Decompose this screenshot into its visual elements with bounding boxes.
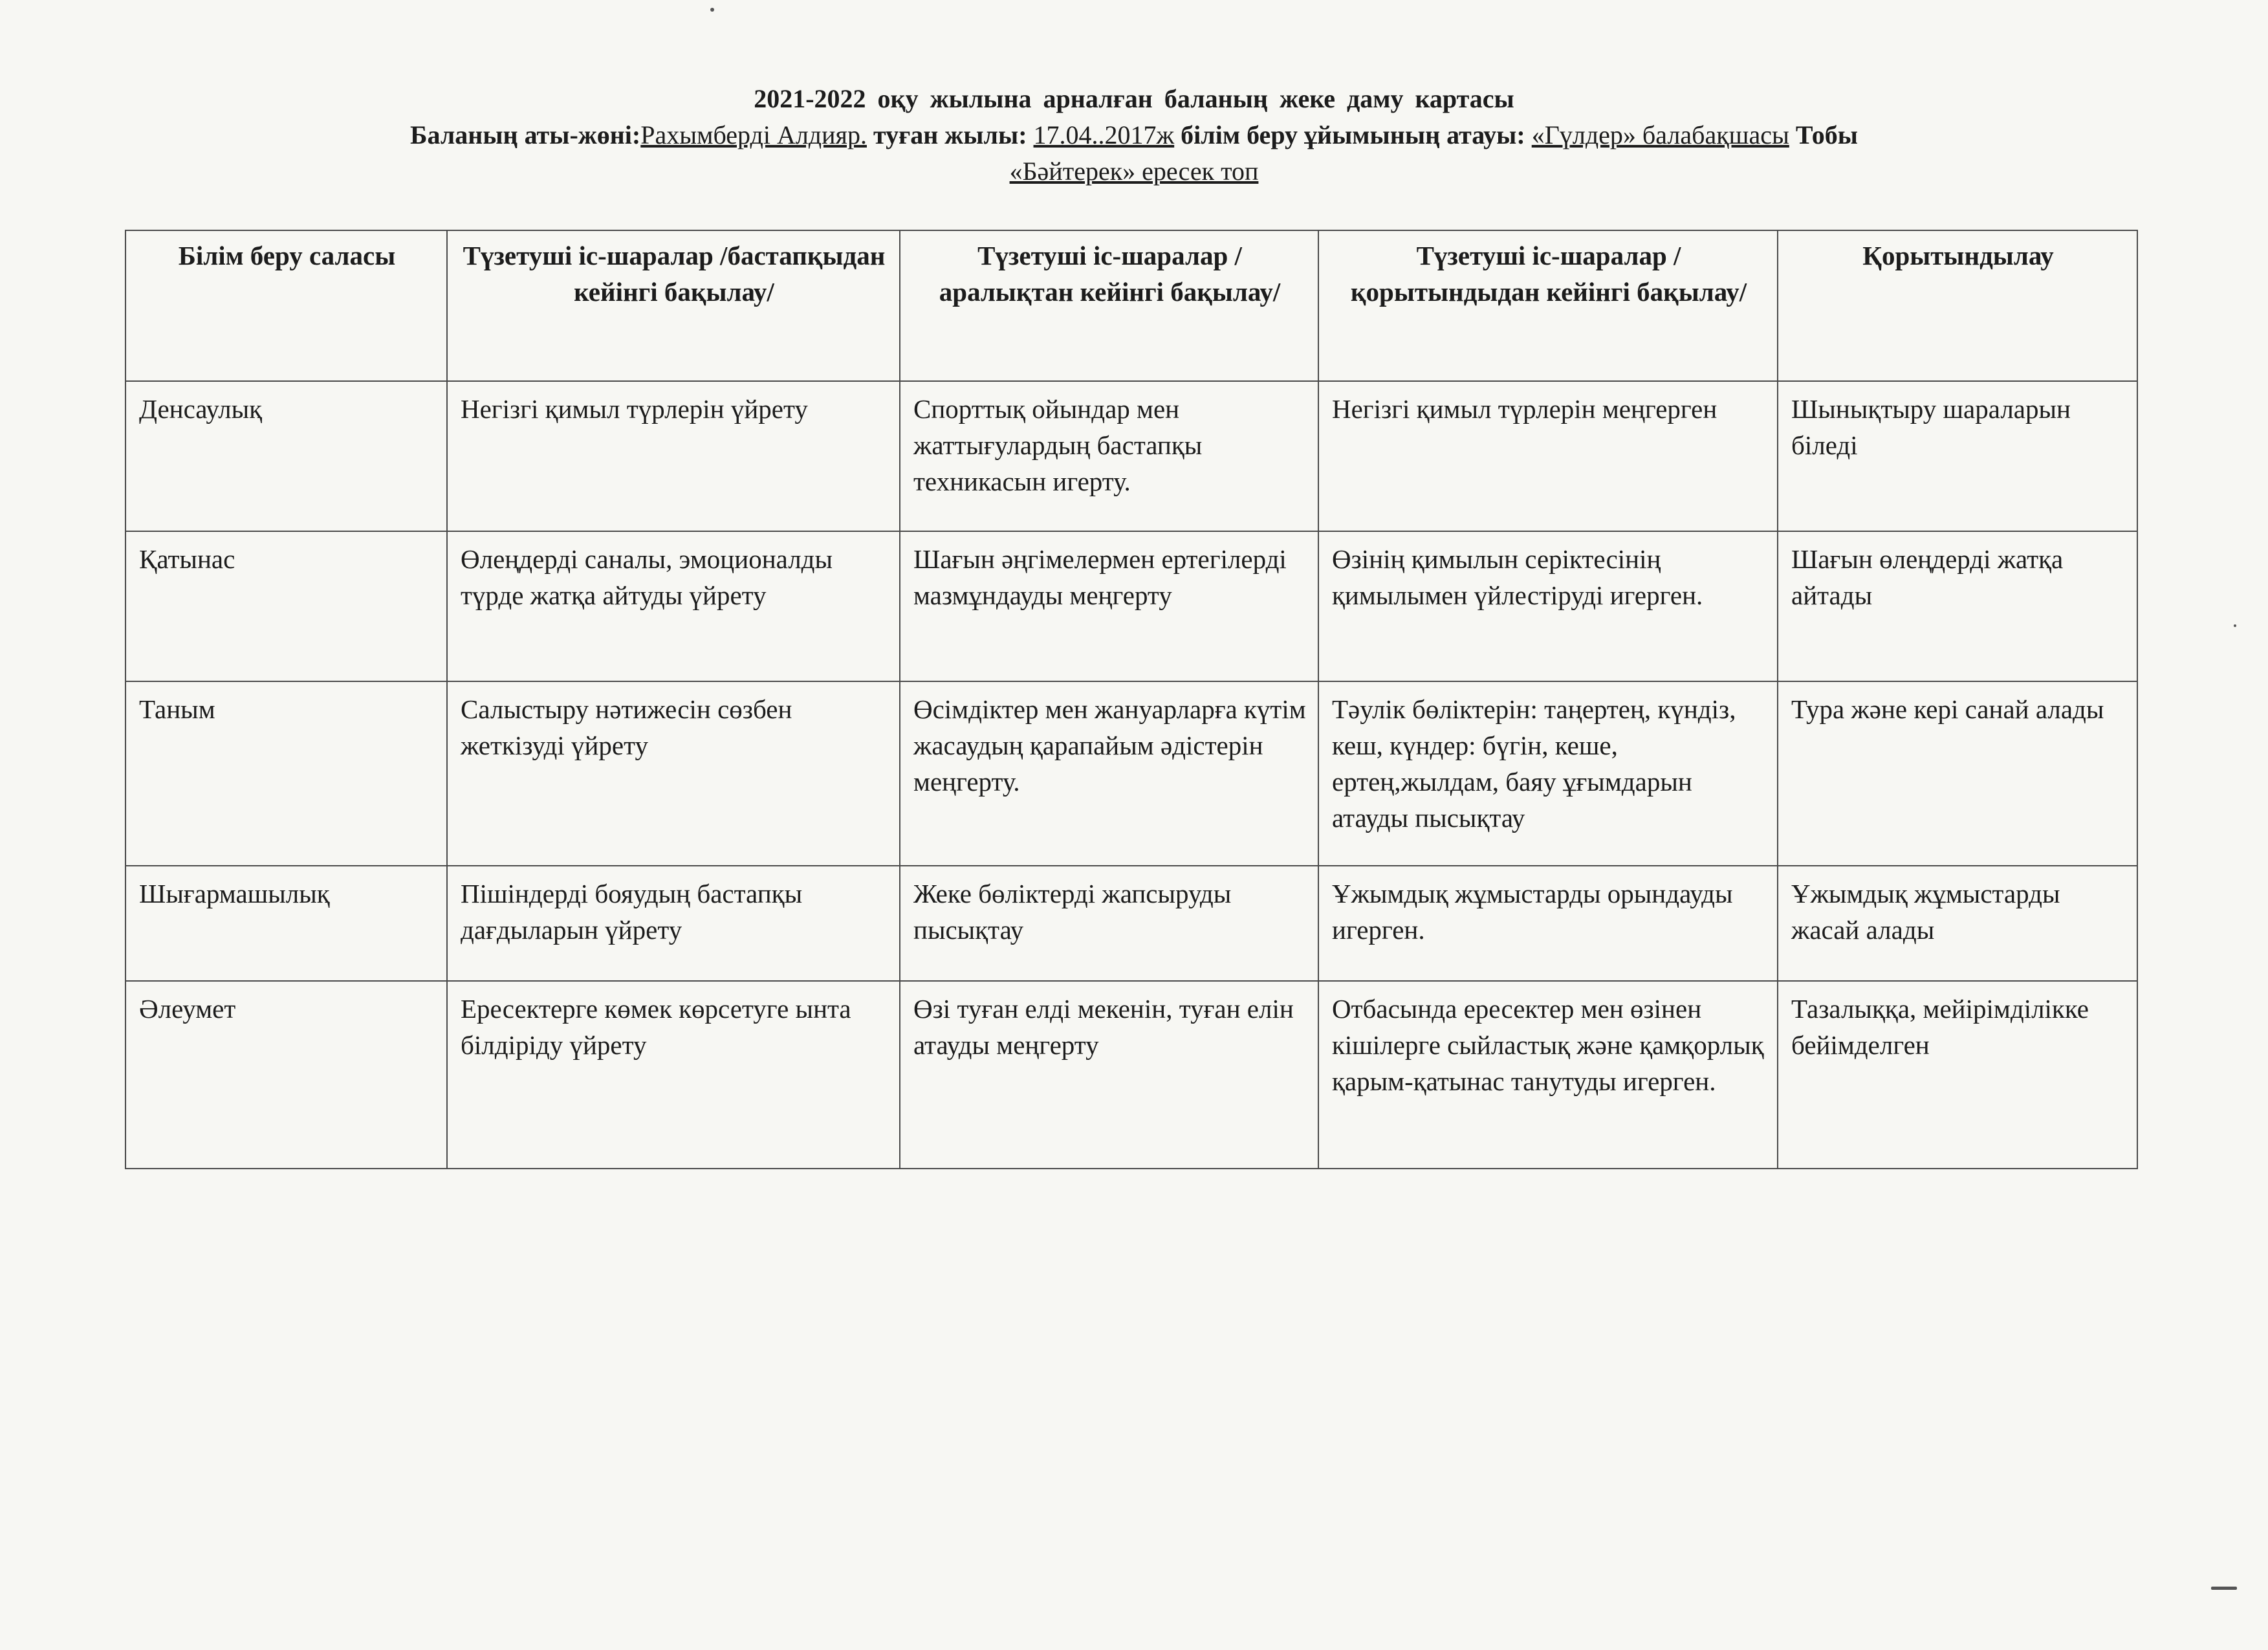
column-header-area: Білім беру саласы xyxy=(125,230,447,381)
birth-date-value: 17.04..2017ж xyxy=(1033,120,1175,149)
table-cell: Қатынас xyxy=(125,531,447,681)
child-info-line xyxy=(104,117,2164,153)
birth-year-label: туған жылы: xyxy=(866,120,1034,149)
table-cell: Тура және кері санай алады xyxy=(1778,681,2137,866)
column-header-summary: Қорытындылау xyxy=(1778,230,2137,381)
group-value: «Бәйтерек» ересек топ xyxy=(1009,157,1259,186)
document-header xyxy=(104,81,2164,190)
table-header-row xyxy=(125,230,2137,381)
column-header-intermediate: Түзетуші іс-шаралар / аралықтан кейінгі бақылау/ xyxy=(900,230,1318,381)
table-cell: Әлеумет xyxy=(125,981,447,1169)
table-cell: Өсімдіктер мен жануарларға күтім жасаудың қарапайым әдістерін меңгерту. xyxy=(900,681,1318,866)
table-cell: Спорттық ойындар мен жаттығулардың бастапқы техникасын игерту. xyxy=(900,381,1318,531)
table-cell: Негізгі қимыл түрлерін үйрету xyxy=(447,381,900,531)
scan-speck xyxy=(2234,624,2236,627)
table-cell: Шағын әңгімелермен ертегілерді мазмұндауды меңгерту xyxy=(900,531,1318,681)
development-map-table xyxy=(125,230,2138,1169)
table-cell: Шынықтыру шараларын біледі xyxy=(1778,381,2137,531)
table-row xyxy=(125,531,2137,681)
document-title: 2021-2022 оқу жылына арналған баланың жеке даму картасы xyxy=(754,84,1514,113)
organization-value: «Гүлдер» балабақшасы xyxy=(1531,120,1789,149)
scan-mark xyxy=(2211,1587,2237,1590)
table-cell: Өзі туған елді мекенін, туған елін атауды меңгерту xyxy=(900,981,1318,1169)
table-row xyxy=(125,681,2137,866)
child-name-label: Баланың аты-жөні: xyxy=(410,120,641,149)
table-cell: Ересектерге көмек көрсетуге ынта білдіріду үйрету xyxy=(447,981,900,1169)
table-cell: Ұжымдық жұмыстарды орындауды игерген. xyxy=(1318,866,1778,981)
table-cell: Шағын өлеңдерді жатқа айтады xyxy=(1778,531,2137,681)
column-header-final: Түзетуші іс-шаралар / қорытындыдан кейінгі бақылау/ xyxy=(1318,230,1778,381)
table-cell: Таным xyxy=(125,681,447,866)
table-cell: Пішіндерді бояудың бастапқы дағдыларын үйрету xyxy=(447,866,900,981)
child-name-value: Рахымберді Алдияр. xyxy=(640,120,867,149)
table-row xyxy=(125,381,2137,531)
table-cell: Тазалыққа, мейірімділікке бейімделген xyxy=(1778,981,2137,1169)
table-row xyxy=(125,981,2137,1169)
group-label: Тобы xyxy=(1789,120,1858,149)
table-cell: Өзінің қимылын серіктесінің қимылымен үйлестіруді игерген. xyxy=(1318,531,1778,681)
table-cell: Негізгі қимыл түрлерін меңгерген xyxy=(1318,381,1778,531)
table-cell: Отбасында ересектер мен өзінен кішілерге сыйластық және қамқорлық қарым-қатынас танутуды игерген. xyxy=(1318,981,1778,1169)
scan-speck xyxy=(710,8,714,12)
organization-label: білім беру ұйымының атауы: xyxy=(1174,120,1532,149)
table-cell: Өлеңдерді саналы, эмоционалды түрде жатқа айтуды үйрету xyxy=(447,531,900,681)
table-cell: Салыстыру нәтижесін сөзбен жеткізуді үйрету xyxy=(447,681,900,866)
table-cell: Денсаулық xyxy=(125,381,447,531)
table-cell: Ұжымдық жұмыстарды жасай алады xyxy=(1778,866,2137,981)
table-cell: Жеке бөліктерді жапсыруды пысықтау xyxy=(900,866,1318,981)
column-header-initial: Түзетуші іс-шаралар /бастапқыдан кейінгі бақылау/ xyxy=(447,230,900,381)
table-row xyxy=(125,866,2137,981)
table-cell: Шығармашылық xyxy=(125,866,447,981)
table-cell: Тәулік бөліктерін: таңертең, күндіз, кеш, күндер: бүгін, кеше, ертең,жылдам, баяу ұғымдарын атауды пысықтау xyxy=(1318,681,1778,866)
